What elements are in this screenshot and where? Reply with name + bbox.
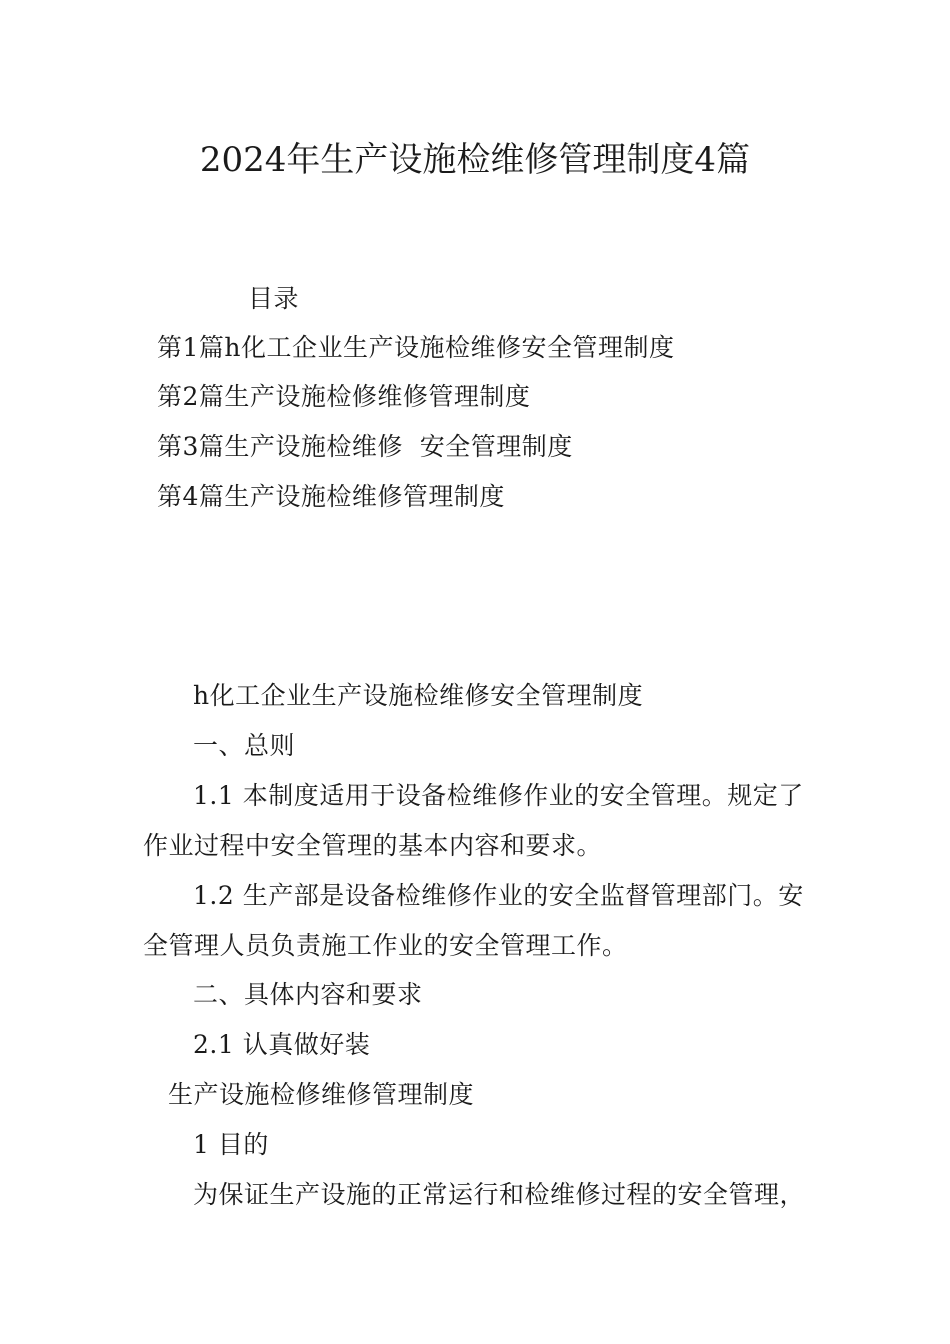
paragraph-line: 全管理人员负责施工作业的安全管理工作。 [143,931,628,960]
toc-item: 第4篇生产设施检维修管理制度 [157,482,505,511]
toc-item: 第1篇h化工企业生产设施检维修安全管理制度 [157,333,675,362]
paragraph-line: 2.1 认真做好装 [193,1030,371,1059]
section-title: 生产设施检修维修管理制度 [168,1080,475,1109]
purpose-heading: 1 目的 [193,1130,269,1159]
toc-item: 第2篇生产设施检修维修管理制度 [157,382,531,411]
toc-heading: 目录 [248,284,300,313]
paragraph-line: 为保证生产设施的正常运行和检维修过程的安全管理， [193,1180,806,1209]
content-heading: 二、具体内容和要求 [193,980,423,1009]
paragraph-line: 1.2 生产部是设备检维修作业的安全监督管理部门。安 [193,881,804,910]
paragraph-line: 作业过程中安全管理的基本内容和要求。 [143,831,603,860]
general-heading: 一、总则 [193,731,296,760]
paragraph-line: 1.1 本制度适用于设备检维修作业的安全管理。规定了 [193,781,804,810]
toc-item: 第3篇生产设施检维修 安全管理制度 [157,432,573,461]
document-title: 2024年生产设施检维修管理制度4篇 [199,140,751,180]
section-title: h化工企业生产设施检维修安全管理制度 [193,681,644,710]
